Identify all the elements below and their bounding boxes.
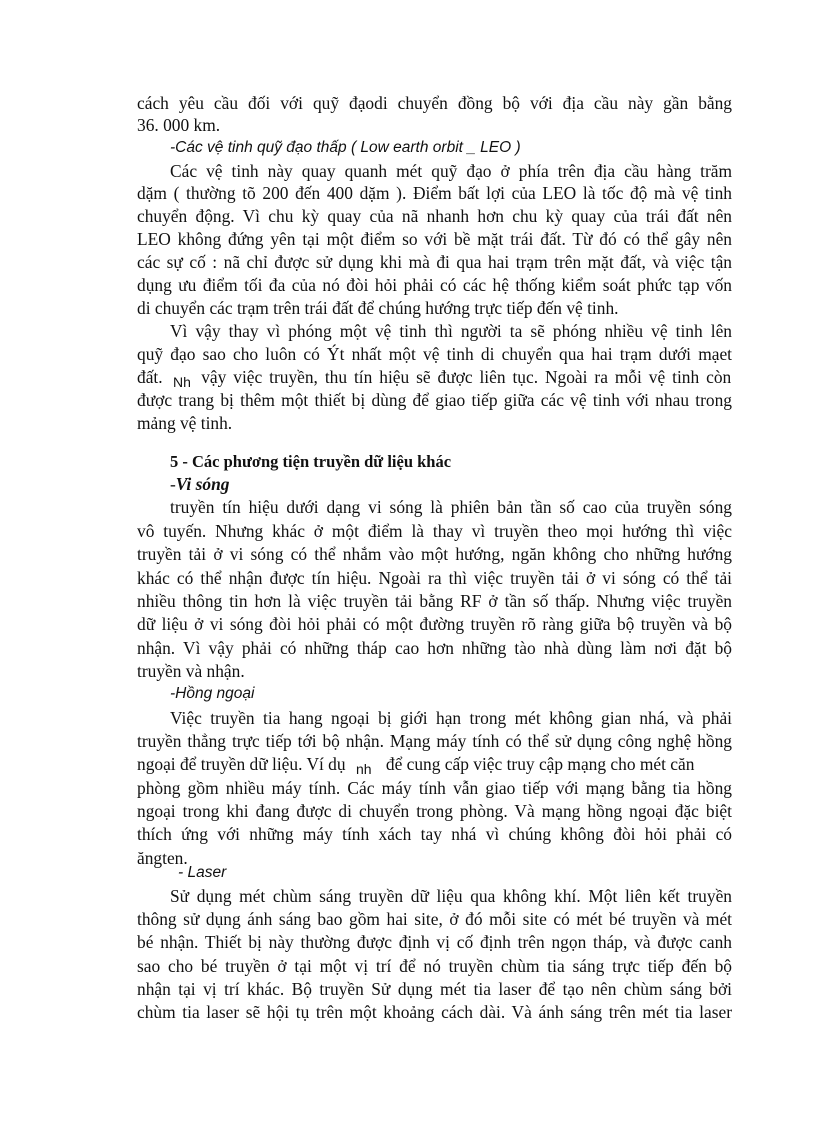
text-line: nhận. Vì vậy phải có những tháp cao hơn những tào nhà dùng làm nơi đặt bộ [137,638,732,658]
text-fragment: để cung cấp việc truy cập mạng cho mét căn [385,754,695,774]
text-line [137,753,732,776]
text-line: Các vệ tinh này quay quanh mét quỹ đạo ở phía trên địa cầu hàng trăm [170,161,732,181]
text-line: vô tuyến. Nhưng khác ở một điểm là thay vì truyền theo mọi hướng thì việc [137,521,732,541]
text-fragment: ngoại để truyền dữ liệu. Ví dụ [137,754,346,774]
text-line: chuyển động. Vì chu kỳ quay của nã nhanh hơn chu kỳ quay của trái đất nên [137,206,732,226]
text-line: được trang bị thêm một thiết bị dùng để giao tiếp giữa các vệ tinh với nhau trong [137,390,732,410]
text-fragment: nh [355,761,372,777]
text-fragment: Nh [172,374,191,390]
text-line: truyền tín hiệu dưới dạng vi sóng là phiên bản tần số cao của truyền sóng [170,497,732,517]
text-line: bé nhận. Thiết bị này thường được định vị cố định trên ngọn tháp, và được canh [137,932,732,952]
subheading-microwave [170,473,732,495]
text-fragment: Vi sóng [175,474,230,494]
text-line: ăngten. [137,848,188,868]
text-line: Sử dụng mét chùm sáng truyền dữ liệu qua không khí. Một liên kết truyền [170,886,732,906]
text-line: Việc truyền tia hang ngoại bị giới hạn trong mét không gian nhá, và phải [170,708,732,728]
section-heading: 5 - Các phương tiện truyền dữ liệu khác [170,452,452,471]
text-line: dặm ( thường tõ 200 đến 400 dặm ). Điểm bất lợi của LEO là tốc độ mà vệ tinh [137,183,732,203]
text-line: ngoại trong khi đang được di chuyển trong phòng. Và mạng hồng ngoại đặc biệt [137,801,732,821]
text-line: cách yêu cầu đối với quỹ đạodi chuyển đồng bộ với địa cầu này gần bằng [137,93,732,113]
text-fragment: đất. [137,367,163,387]
text-line: di chuyển các trạm trên trái đất để chúng hướng trực tiếp đến vệ tinh. [137,298,619,318]
text-line: phòng gồm nhiều máy tính. Các máy tính vẫn giao tiếp với mạng bằng tia hồng [137,778,732,798]
text-line: 36. 000 km. [137,115,221,135]
subheading-leo: -Các vệ tinh quỹ đạo thấp ( Low earth orbit _ LEO ) [170,139,521,156]
subheading-laser: - Laser [178,864,227,881]
text-line: nhiều thông tin hơn là việc truyền tải bằng RF ở tần số thấp. Nhưng việc truyền [137,591,732,611]
text-line: dụng ưu điểm tối đa của nó đòi hỏi phải có các hệ thống kiểm soát phức tạp vốn [137,275,732,295]
subheading-infrared: -Hồng ngoại [170,685,255,702]
text-line: khác có thể nhận được tín hiệu. Ngoài ra thì việc truyền tải ở vi sóng có thể tải [137,568,732,588]
text-line: nhận tại vị trí khác. Bộ truyền Sử dụng mét tia laser để tạo nên chùm sáng bởi [137,979,732,999]
text-line: truyền thẳng trực tiếp tới bộ nhận. Mạng máy tính có thể sử dụng công nghệ hồng [137,731,732,751]
text-line: truyền tải ở vi sóng có thể nhắm vào một hướng, ngăn không cho những hướng [137,544,732,564]
text-line: các sự cố : nã chỉ được sử dụng khi mà đi qua hai trạm trên mặt đất, và việc tận [137,252,732,272]
text-fragment: vậy việc truyền, thu tín hiệu sẽ được liên tục. Ngoài ra mỗi vệ tinh còn [201,367,732,387]
text-fragment: - [170,474,176,494]
text-line: quỹ đạo sao cho luôn có Ýt nhất một vệ tinh di chuyển qua hai trạm dưới mạet [137,344,732,364]
text-line: thích ứng với những máy tính xách tay nhá vì chúng không đòi hỏi phải có [137,824,732,844]
text-line: sao cho bé truyền ở tại một vị trí để nó truyền chùm tia sáng trực tiếp đến bộ [137,956,732,976]
text-line: chùm tia laser sẽ hội tụ trên một khoảng cách dài. Và ánh sáng trên mét tia laser [137,1002,732,1022]
text-line: thông sử dụng ánh sáng bao gồm hai site, ở đó mỗi site có mét bé truyền và mét [137,909,732,929]
text-line: LEO không đứng yên tại một điểm so với bề mặt trái đất. Từ đó có thể gây nên [137,229,732,249]
text-line: truyền và nhận. [137,661,245,681]
text-line: Vì vậy thay vì phóng một vệ tinh thì người ta sẽ phóng nhiều vệ tinh lên [170,321,732,341]
text-line [137,366,732,389]
text-line: mảng vệ tinh. [137,413,233,433]
text-line: dữ liệu ở vi sóng đòi hỏi phải có một đường truyền rõ ràng giữa bộ truyền và bộ [137,614,732,634]
